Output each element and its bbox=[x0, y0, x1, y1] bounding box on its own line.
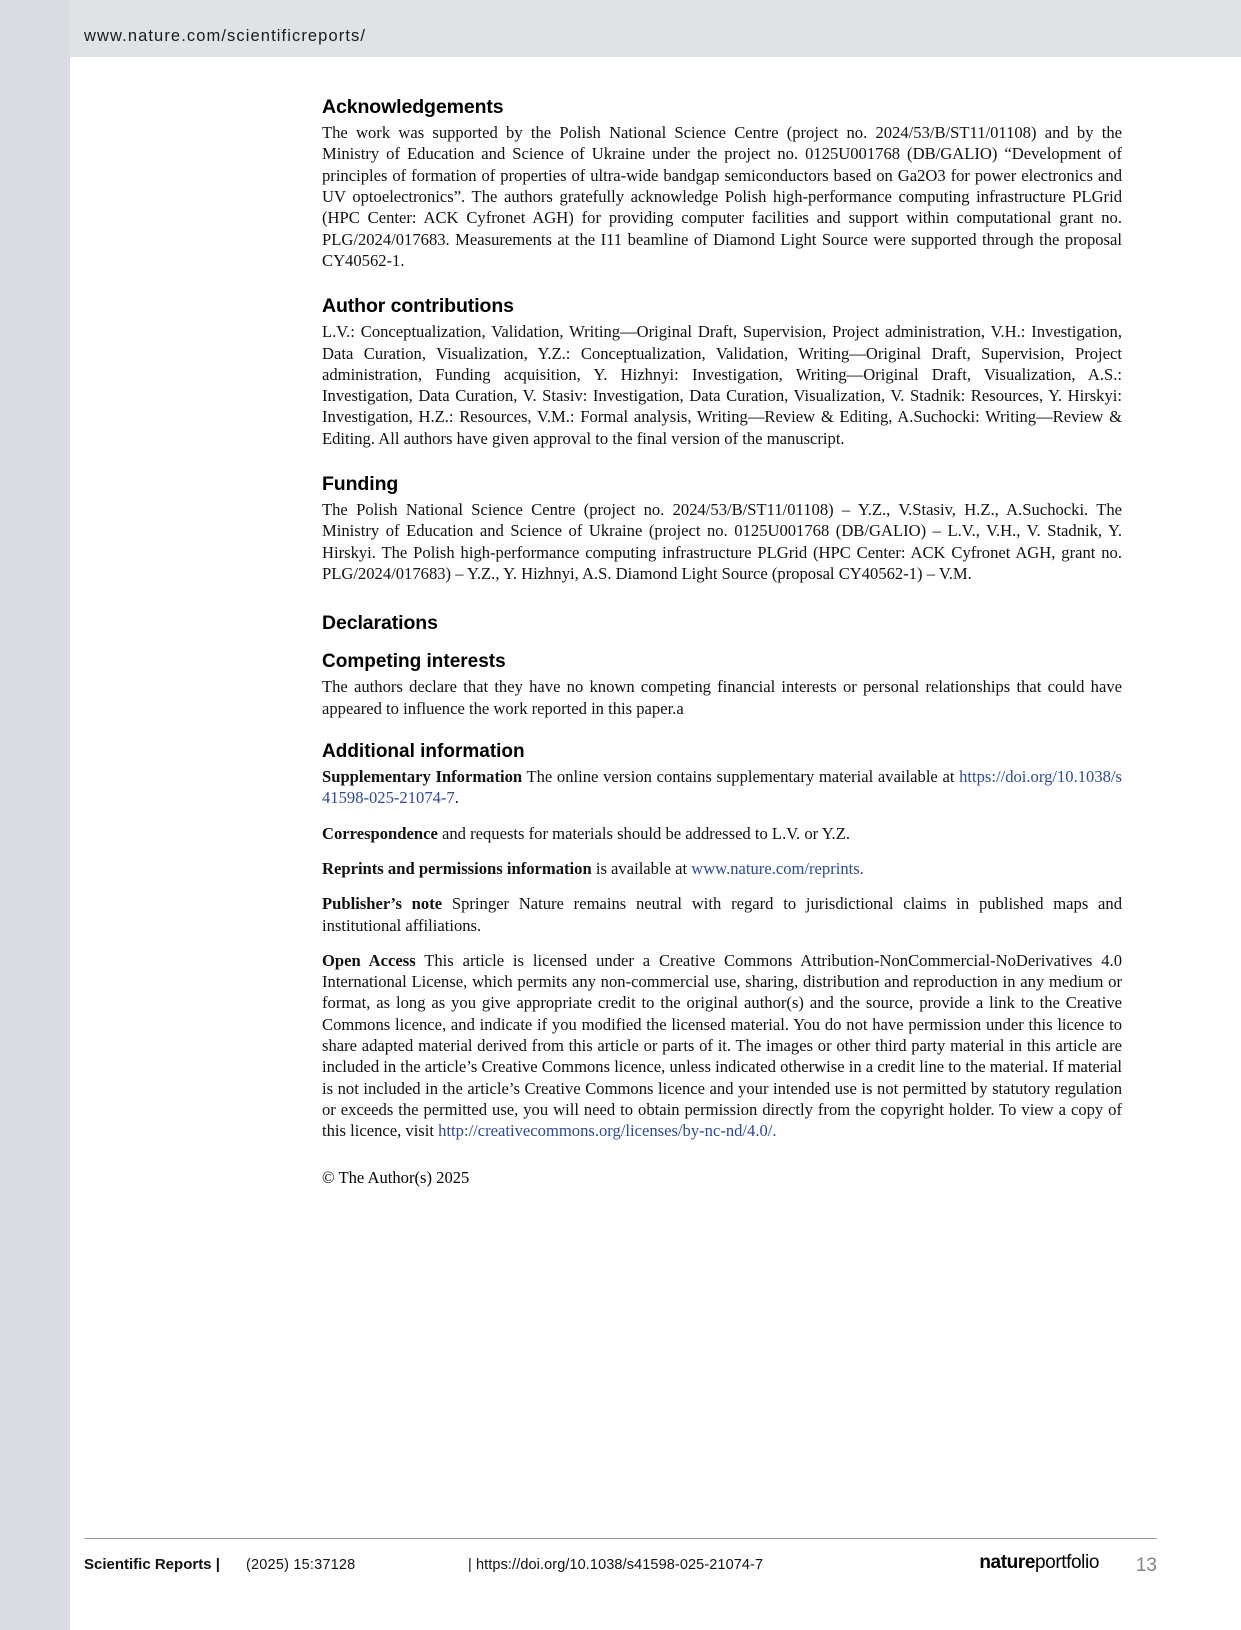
competing-interests-text: The authors declare that they have no known competing financial interests or personal relationships that could have appeared to influence the work reported in this paper.a bbox=[322, 677, 1122, 718]
publisher-note-label: Publisher’s note bbox=[322, 894, 443, 914]
declarations-heading: Declarations bbox=[322, 612, 438, 635]
correspondence-label: Correspondence bbox=[322, 823, 438, 843]
supplementary-doi-link[interactable]: https://doi.org/10.1038/s41598-025-21074-7 bbox=[322, 766, 1122, 808]
additional-information-heading: Additional information bbox=[322, 740, 525, 762]
page-number: 13 bbox=[1135, 1555, 1157, 1576]
left-margin-bar bbox=[0, 0, 70, 1630]
supplementary-information-text: The online version contains supplementary material available at bbox=[522, 766, 960, 786]
reprints-text: is available at bbox=[591, 858, 692, 878]
correspondence-text: and requests for materials should be addressed to L.V. or Y.Z. bbox=[437, 823, 850, 843]
spacer bbox=[322, 719, 1122, 741]
supplementary-information-paragraph bbox=[322, 766, 1122, 809]
footer-doi: | https://doi.org/10.1038/s41598-025-21074-7 bbox=[468, 1557, 764, 1573]
journal-url: www.nature.com/scientificreports/ bbox=[84, 27, 367, 45]
creative-commons-license-link[interactable]: http://creativecommons.org/licenses/by-nc-nd/4.0/. bbox=[438, 1121, 777, 1141]
reprints-label: Reprints and permissions information bbox=[322, 858, 592, 878]
open-access-paragraph bbox=[322, 950, 1122, 1142]
footer-volume: (2025) 15:37128 bbox=[246, 1557, 356, 1573]
reprints-link[interactable]: www.nature.com/reprints. bbox=[691, 858, 864, 878]
supplementary-information-label: Supplementary Information bbox=[322, 766, 523, 786]
copyright-line: © The Author(s) 2025 bbox=[322, 1167, 470, 1187]
open-access-text: This article is licensed under a Creative Commons Attribution-NonCommercial-NoDerivatives 4.0 International License, which permits any non-commercial use, sharing, distribution and reproduction in any medium or format, as long as you give appropriate credit to the original author(s) and the source, provide a link to the Creative Commons licence, and indicate if you modified the licensed material. You do not have permission under this licence to share adapted material derived from this article or parts of it. The images or other third party material in this article are included in the article’s Creative Commons licence, unless indicated otherwise in a credit line to the material. If material is not included in the article’s Creative Commons licence and your intended use is not permitted by statutory regulation or exceeds the permitted use, you will need to obtain permission directly from the copyright holder. To view a copy of this licence, visit bbox=[322, 950, 1122, 1141]
nature-portfolio-logo bbox=[979, 1552, 1099, 1574]
publisher-note-paragraph bbox=[322, 893, 1122, 936]
reprints-paragraph bbox=[322, 858, 1122, 879]
logo-light-part: portfolio bbox=[1035, 1552, 1099, 1573]
funding-text: The Polish National Science Centre (project no. 2024/53/B/ST11/01108) – Y.Z., V.Stasiv, H.Z., A.Suchocki. The Ministry of Education and Science of Ukraine (project no. 0125U001768 (DB/GALIO) – L.V., V.H., V. Stadnik, Y. Hirskyi. The Polish high-performance computing infrastructure PLGrid (HPC Center: ACK Cyfronet AGH, grant no. PLG/2024/017683) – Y.Z., Y. Hizhnyi, A.S. Diamond Light Source (proposal CY40562-1) – V.M. bbox=[322, 500, 1122, 583]
acknowledgements-text: The work was supported by the Polish National Science Centre (project no. 2024/53/B/ST11/01108) and by the Ministry of Education and Science of Ukraine under the project no. 0125U001768 (DB/GALIO) “Development of principles of formation of properties of ultra-wide bandgap semiconductors based on Ga2O3 for power electronics and UV optoelectronics”. The authors gratefully acknowledge Polish high-performance computing infrastructure PLGrid (HPC Center: ACK Cyfronet AGH) for providing computer facilities and support within computational grant no. PLG/2024/017683. Measurements at the I11 beamline of Diamond Light Source were supported through the proposal CY40562-1. bbox=[322, 123, 1122, 270]
competing-interests-heading: Competing interests bbox=[322, 651, 506, 673]
correspondence-paragraph bbox=[322, 823, 1122, 844]
footer-journal-name: Scientific Reports | bbox=[84, 1556, 220, 1573]
funding-heading: Funding bbox=[322, 473, 399, 496]
article-content bbox=[322, 96, 1122, 1188]
acknowledgements-heading: Acknowledgements bbox=[322, 96, 504, 118]
supplementary-link-tail: . bbox=[454, 788, 459, 808]
footer-divider bbox=[84, 1538, 1157, 1539]
open-access-label: Open Access bbox=[322, 950, 416, 970]
author-contributions-text: L.V.: Conceptualization, Validation, Writing—Original Draft, Supervision, Project administration, V.H.: Investigation, Data Curation, Visualization, Y.Z.: Conceptualization, Validation, Writing—Original Draft, Supervision, Project administration, Funding acquisition, Y. Hizhnyi: Investigation, Writing—Original Draft, Visualization, A.S.: Investigation, Data Curation, V. Stasiv: Investigation, Data Curation, Visualization, V. Stadnik: Resources, Y. Hirskyi: Investigation, H.Z.: Resources, V.M.: Formal analysis, Writing—Review & Editing, A.Suchocki: Writing—Review & Editing. All authors have given approval to the final version of the manuscript. bbox=[322, 322, 1122, 448]
author-contributions-heading: Author contributions bbox=[322, 295, 514, 318]
page-footer bbox=[84, 1552, 1157, 1592]
logo-bold-part: nature bbox=[979, 1552, 1035, 1573]
publisher-note-text: Springer Nature remains neutral with regard to jurisdictional claims in published maps and institutional affiliations. bbox=[322, 894, 1123, 935]
